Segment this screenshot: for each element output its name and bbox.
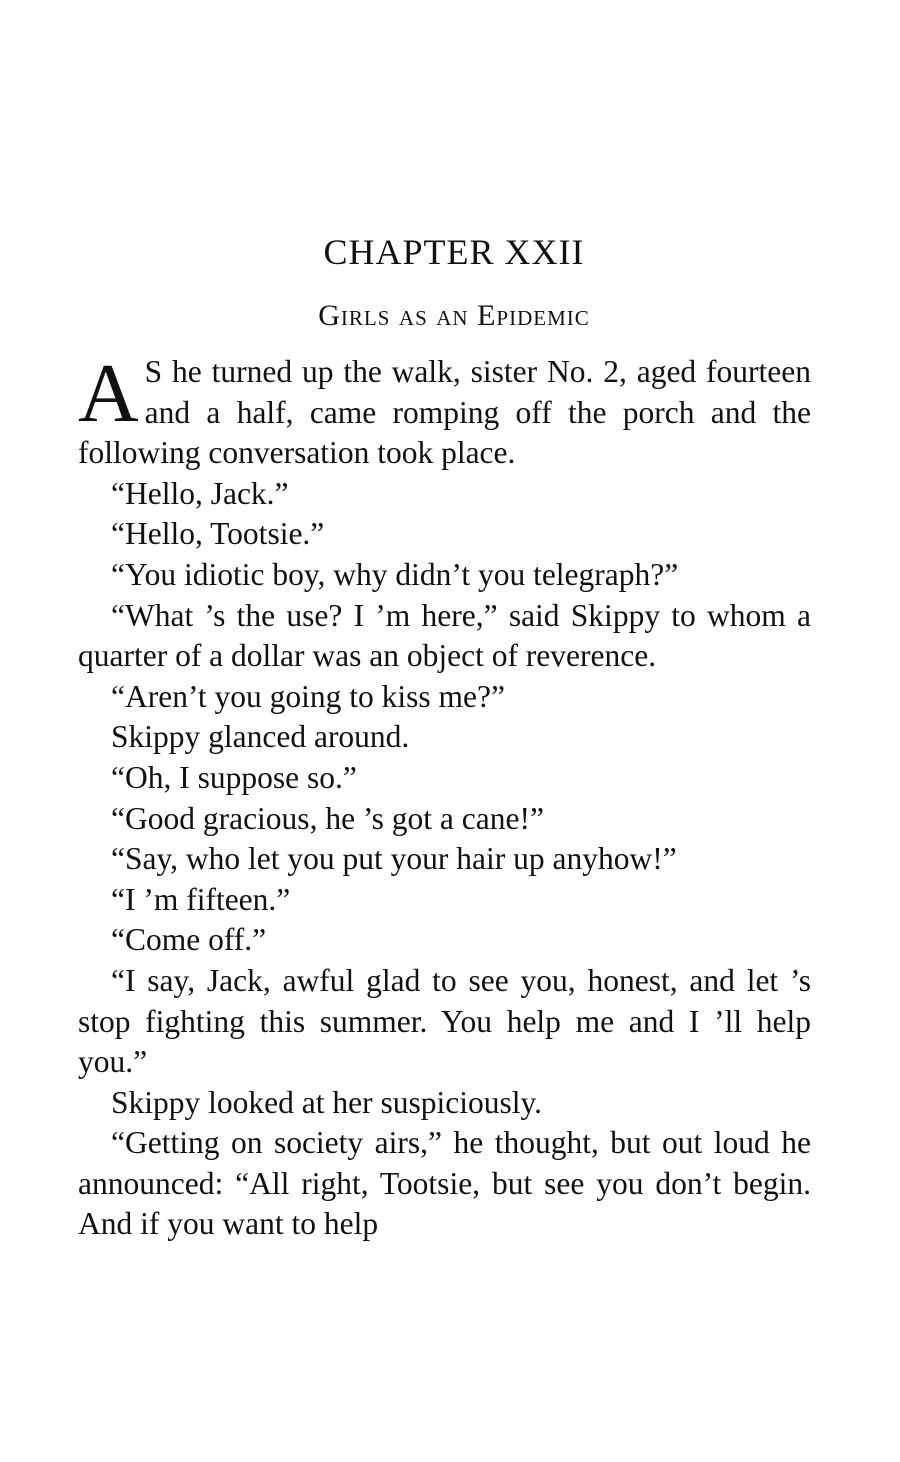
opening-text: S he turned up the walk, sister No. 2, aged fourteen and a half, came romping off the porch and the following conversation took place. [78,354,811,471]
paragraph: “Aren’t you going to kiss me?” [111,678,505,714]
paragraph: “What ’s the use? I ’m here,” said Skippy to whom a quarter of a dollar was an object of reverence. [78,597,811,674]
paragraph: “Getting on society airs,” he thought, but out loud he announced: “All right, Tootsie, but see you don’t begin. And if you want to help [78,1125,811,1242]
drop-cap: A [78,347,139,440]
paragraph: “Oh, I suppose so.” [111,759,357,795]
paragraph: “I say, Jack, awful glad to see you, honest, and let ’s stop fighting this summer. You help me and I ’ll help you.” [78,962,811,1080]
chapter-body [78,347,811,1245]
paragraph: Skippy glanced around. [111,719,410,755]
paragraph: “Say, who let you put your hair up anyhow!” [111,841,677,877]
opening-paragraph [78,347,811,474]
paragraph: “Come off.” [111,922,267,958]
paragraph: “Good gracious, he ’s got a cane!” [111,800,544,836]
paragraph: “I ’m fifteen.” [111,881,291,917]
chapter-title: CHAPTER XXII [323,232,585,272]
paragraph: “You idiotic boy, why didn’t you telegraph?” [111,556,679,592]
chapter-subtitle: Girls as an Epidemic [318,299,590,332]
paragraph: “Hello, Tootsie.” [111,516,325,552]
paragraph: “Hello, Jack.” [111,475,289,511]
paragraph: Skippy looked at her suspiciously. [111,1084,543,1120]
